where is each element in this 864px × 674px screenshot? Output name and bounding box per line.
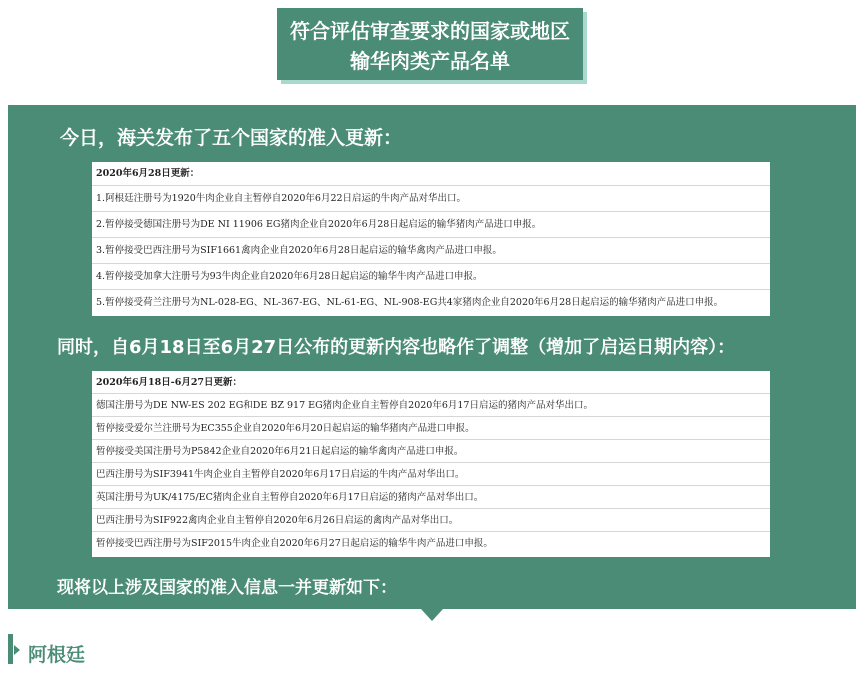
notice-item: 暂停接受爱尔兰注册号为EC355企业自2020年6月20日起启运的输华猪肉产品进口申报。 <box>92 417 770 440</box>
notice-item: 4.暂停接受加拿大注册号为93牛肉企业自2020年6月28日起启运的输华牛肉产品进口申报。 <box>92 264 770 290</box>
notice-item: 1.阿根廷注册号为1920牛肉企业自主暂停自2020年6月22日启运的牛肉产品对华出口。 <box>92 186 770 212</box>
notice-box-june18-27 <box>92 371 770 557</box>
section-pointer-icon <box>14 645 20 655</box>
notice-item: 5.暂停接受荷兰注册号为NL-028-EG、NL-367-EG、NL-61-EG、NL-908-EG共4家猪肉企业自2020年6月28日起启运的输华猪肉产品进口申报。 <box>96 297 724 308</box>
title-box <box>277 8 583 80</box>
heading-update: 现将以上涉及国家的准入信息一并更新如下： <box>57 578 397 598</box>
title-line-1: 符合评估审查要求的国家或地区 <box>290 19 570 43</box>
notice-item: 2.暂停接受德国注册号为DE NI 11906 EG猪肉企业自2020年6月28日起启运的输华猪肉产品进口申报。 <box>92 212 770 238</box>
notice-item: 3.暂停接受巴西注册号为SIF1661禽肉企业自2020年6月28日起启运的输华禽肉产品进口申报。 <box>92 238 770 264</box>
heading-meanwhile: 同时，自6月18日至6月27日公布的更新内容也略作了调整（增加了启运日期内容）： <box>57 337 736 358</box>
notice-item: 巴西注册号为SIF922禽肉企业自主暂停自2020年6月26日启运的禽肉产品对华出口。 <box>92 509 770 532</box>
panel-arrow <box>421 609 443 621</box>
notice-item: 德国注册号为DE NW-ES 202 EG和DE BZ 917 EG猪肉企业自主暂停自2020年6月17日启运的猪肉产品对华出口。 <box>92 394 770 417</box>
notice-header: 2020年6月28日更新： <box>92 162 770 186</box>
section-title: 阿根廷 <box>28 644 86 666</box>
title-banner <box>277 8 587 84</box>
heading-today: 今日，海关发布了五个国家的准入更新： <box>60 127 403 149</box>
notice-item: 巴西注册号为SIF3941牛肉企业自主暂停自2020年6月17日启运的牛肉产品对华出口。 <box>92 463 770 486</box>
notice-item: 暂停接受美国注册号为P5842企业自2020年6月21日起启运的输华禽肉产品进口申报。 <box>92 440 770 463</box>
section-accent-bar <box>8 634 13 664</box>
notice-item: 英国注册号为UK/4175/EC猪肉企业自主暂停自2020年6月17日启运的猪肉产品对华出口。 <box>92 486 770 509</box>
notice-item: 暂停接受巴西注册号为SIF2015牛肉企业自2020年6月27日起启运的输华牛肉产品进口申报。 <box>96 538 493 549</box>
notice-box-june28 <box>92 162 770 316</box>
notice-header: 2020年6月18日-6月27日更新： <box>92 371 770 394</box>
title-line-2: 输华肉类产品名单 <box>350 49 510 73</box>
